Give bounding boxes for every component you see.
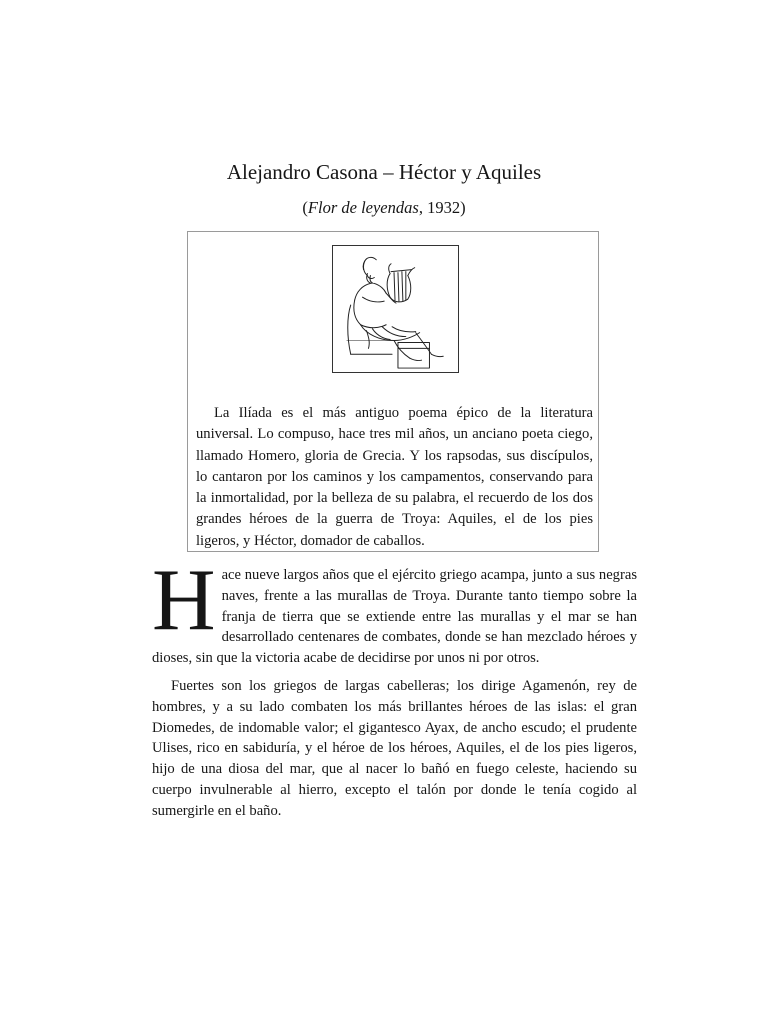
paragraph-2: Fuertes son los griegos de largas cabelleras; los dirige Agamenón, rey de hombres, y a su lado combaten los más brillantes héroes de las islas: el gran Diomedes, de indomable valor; el gigantesco Ayax, de ancho escudo; el prudente Ulises, rico en sabiduría, y el héroe de los héroes, Aquiles, el de los pies ligeros, hijo de una diosa del mar, que al nacer lo bañó en fuego celeste, haciendo su cuerpo invulnerable al hierro, excepto el talón por donde le tenía cogido al sumergirle en el baño. — [152, 677, 637, 819]
drop-cap: H — [152, 552, 216, 649]
subtitle-open-paren: ( — [302, 198, 308, 217]
intro-paragraph: La Ilíada es el más antiguo poema épico de la literatura universal. Lo compuso, hace tres mil años, un anciano poeta ciego, llamado Homero, gloria de Grecia. Y los rapsodas, sus discípulos, lo cantaron por los caminos y los campamentos, conservando para la inmortalidad, por la belleza de su palabra, el recuerdo de los dos grandes héroes de la guerra de Troya: Aquiles, el de los pies ligeros, y Héctor, domador de caballos. — [196, 405, 593, 549]
main-text — [152, 552, 637, 829]
intro-box — [187, 231, 599, 552]
subtitle-work-title: Flor de leyendas — [307, 198, 419, 217]
lyre-player-drawing — [333, 246, 458, 372]
paragraph-1-text: ace nueve largos años que el ejército griego acampa, junto a sus negras naves, frente a las murallas de Troya. Durante tanto tiempo sobre la franja de tierra que se extiende entre las murallas y el mar se han desarrollado centenares de combates, donde se han mezclado héroes y dioses, sin que la victoria acabe de decidirse por unos ni por otros. — [152, 567, 637, 667]
lyre-player-illustration — [332, 245, 459, 373]
page-subtitle — [0, 197, 768, 219]
paragraph-1 — [152, 552, 637, 669]
subtitle-year: , 1932) — [418, 198, 466, 217]
page-title: Alejandro Casona – Héctor y Aquiles — [226, 160, 542, 184]
